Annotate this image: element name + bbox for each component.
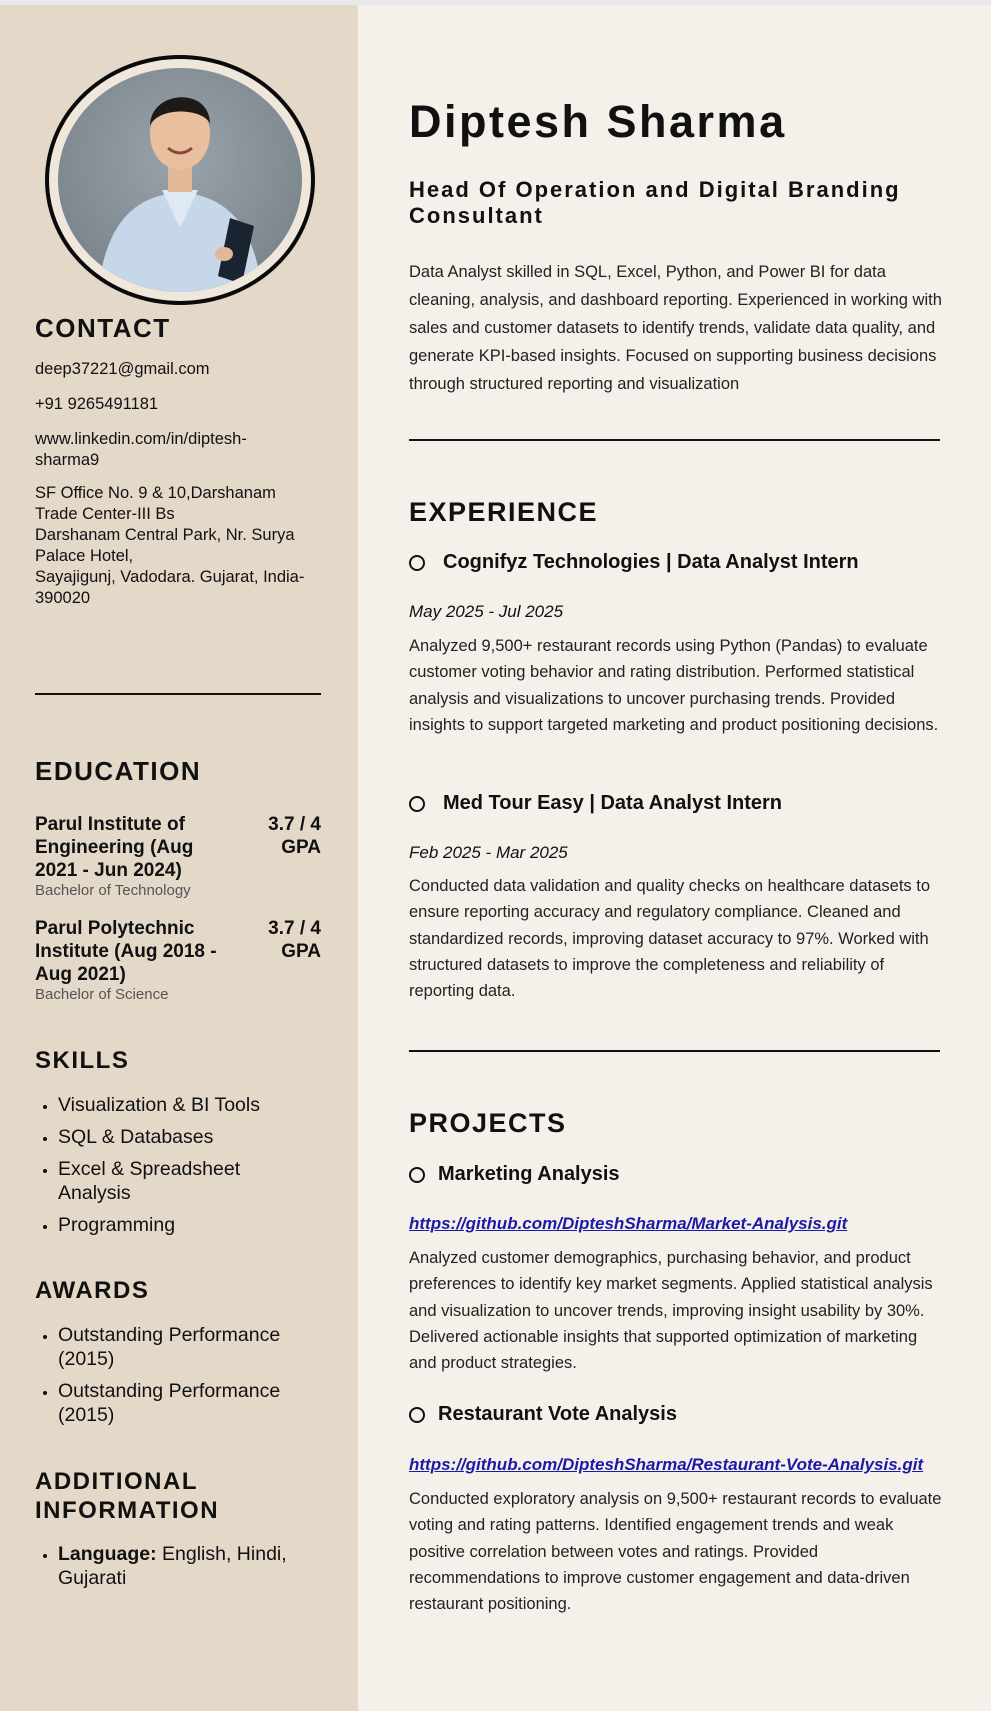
experience-heading: EXPERIENCE — [409, 497, 599, 527]
education-gpa: 3.7 / 4 GPA — [268, 814, 321, 858]
bullet-circle-icon — [409, 796, 425, 812]
main-content — [358, 5, 991, 1711]
candidate-name: Diptesh Sharma — [409, 96, 787, 147]
linkedin-link[interactable]: www.linkedin.com/in/diptesh-sharma9 — [35, 430, 247, 469]
education-gpa: 3.7 / 4 GPA — [268, 918, 321, 962]
project-title-text: Restaurant Vote Analysis — [438, 1403, 677, 1425]
skills-heading: SKILLS — [35, 1047, 130, 1074]
address-line: Sayajigunj, Vadodara. Gujarat, India-390020 — [35, 568, 305, 607]
address-line: SF Office No. 9 & 10,Darshanam Trade Center-III Bs — [35, 484, 276, 523]
award-item: • Outstanding Performance (2015) — [58, 1379, 298, 1427]
skill-item: • Excel & Spreadsheet Analysis — [58, 1157, 288, 1205]
experience-dates: Feb 2025 - Mar 2025 — [409, 843, 568, 862]
address-line: Darshanam Central Park, Nr. Surya Palace Hotel, — [35, 526, 295, 565]
experience-description: Conducted data validation and quality checks on healthcare datasets to ensure reporting accuracy and regulatory compliance. Cleaned and standardized records, improving dataset accuracy to 97%. Worked with structured datasets to improve the completeness and reliability of reporting data. — [409, 877, 931, 1001]
profile-photo-frame — [45, 55, 315, 305]
education-degree: Bachelor of Technology — [35, 882, 191, 899]
address-block — [35, 483, 315, 609]
education-heading: EDUCATION — [35, 756, 202, 786]
language-label: Language: — [58, 1543, 157, 1565]
experience-title-text: Cognifyz Technologies | Data Analyst Intern — [443, 551, 859, 573]
awards-heading: AWARDS — [35, 1277, 150, 1304]
experience-title — [409, 551, 969, 574]
education-item — [35, 813, 321, 900]
project-title — [409, 1403, 969, 1426]
awards-list — [35, 1323, 348, 1435]
skill-item: • Visualization & BI Tools — [58, 1093, 348, 1117]
sidebar — [0, 5, 358, 1711]
skill-item: • SQL & Databases — [58, 1125, 348, 1149]
summary-divider — [409, 439, 940, 441]
phone-text: +91 9265491181 — [35, 395, 159, 413]
project-link[interactable]: https://github.com/DipteshSharma/Restaurant-Vote-Analysis.git — [409, 1455, 924, 1474]
skill-item: • Programming — [58, 1213, 348, 1237]
project-description: Analyzed customer demographics, purchasing behavior, and product preferences to identify key market segments. Applied statistical analysis and visualization to uncover trends, improving insight usability by 30%. Delivered actionable insights that supported optimization of marketing and product strategies. — [409, 1249, 933, 1373]
bullet-circle-icon — [409, 555, 425, 571]
candidate-title: Head Of Operation and Digital Branding Consultant — [409, 177, 901, 228]
experience-title-text: Med Tour Easy | Data Analyst Intern — [443, 792, 783, 814]
language-item — [58, 1542, 308, 1590]
project-title-text: Marketing Analysis — [438, 1163, 620, 1185]
education-school: Parul Institute of Engineering (Aug 2021 - Jun 2024) — [35, 814, 194, 881]
profile-summary: Data Analyst skilled in SQL, Excel, Python, and Power BI for data cleaning, analysis, and dashboard reporting. Experienced in working with sales and customer datasets to identify trends, validate data quality, and generate KPI-based insights. Focused on supporting business decisions through structured reporting and visualization — [409, 263, 942, 393]
experience-description: Analyzed 9,500+ restaurant records using Python (Pandas) to evaluate customer voting behavior and rating distribution. Performed statistical analysis and visualizations to uncover purchasing trends. Provided insights to support targeted marketing and product positioning decisions. — [409, 637, 939, 734]
skills-list — [35, 1093, 348, 1245]
contact-heading: CONTACT — [35, 313, 171, 343]
education-degree: Bachelor of Science — [35, 986, 169, 1003]
projects-heading: PROJECTS — [409, 1108, 567, 1138]
experience-dates: May 2025 - Jul 2025 — [409, 602, 564, 621]
resume-page — [0, 5, 991, 1711]
education-school: Parul Polytechnic Institute (Aug 2018 - Aug 2021) — [35, 918, 217, 985]
experience-divider — [409, 1050, 940, 1052]
profile-photo — [58, 68, 302, 292]
email-link[interactable]: deep37221@gmail.com — [35, 360, 210, 378]
experience-title — [409, 792, 969, 815]
bullet-circle-icon — [409, 1167, 425, 1183]
award-item: • Outstanding Performance (2015) — [58, 1323, 298, 1371]
bullet-circle-icon — [409, 1407, 425, 1423]
project-link[interactable]: https://github.com/DipteshSharma/Market-Analysis.git — [409, 1214, 848, 1233]
contact-divider — [35, 693, 321, 695]
additional-info-heading: ADDITIONAL INFORMATION — [35, 1468, 220, 1524]
education-item — [35, 917, 321, 1004]
project-title — [409, 1163, 969, 1186]
additional-info-list — [35, 1542, 348, 1598]
project-description: Conducted exploratory analysis on 9,500+ restaurant records to evaluate voting and rating patterns. Identified engagement trends and weak positive correlation between votes and ratings. Provided recommendations to improve customer engagement and data-driven restaurant positioning. — [409, 1490, 942, 1614]
language-value: English, Hindi, Gujarati — [58, 1543, 287, 1589]
